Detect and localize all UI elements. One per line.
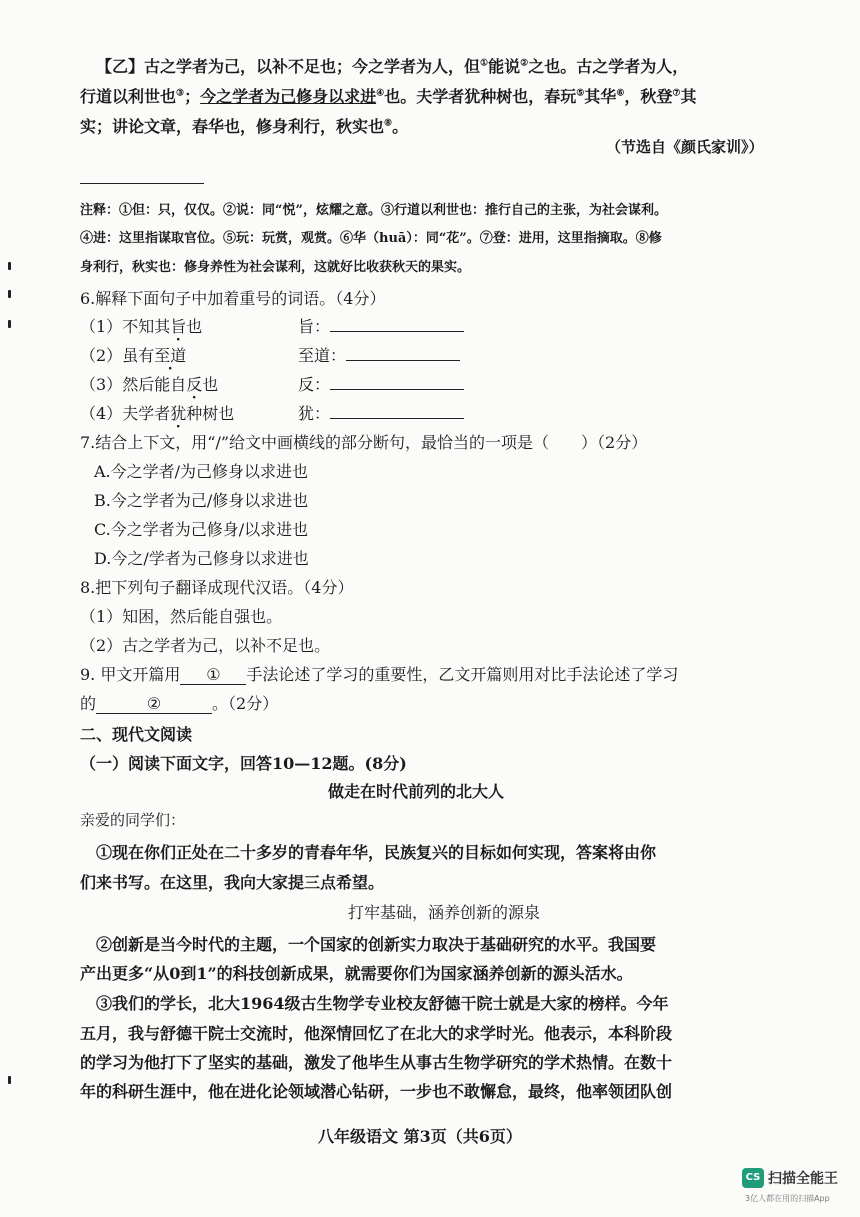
q7-option-c[interactable]: C.今之学者为己修身/以求进也 xyxy=(94,520,309,539)
underlined-sentence: 今之学者为己修身以求进 xyxy=(200,87,377,106)
binding-hole xyxy=(8,320,11,328)
q6-item-4: （4）夫学者犹种树也 xyxy=(80,404,235,423)
page-footer: 八年级语文 第3页（共6页） xyxy=(318,1127,522,1146)
q6-item-1: （1）不知其旨也 xyxy=(80,317,203,336)
q8-item-2: （2）古之学者为己，以补不足也。 xyxy=(80,636,331,655)
q9-blank-1[interactable]: ① xyxy=(180,665,246,685)
q6-answer-1[interactable]: 旨： xyxy=(298,314,464,337)
binding-hole xyxy=(8,262,11,270)
paragraph-line: 的学习为他打下了坚实的基础，激发了他毕生从事古生物学研究的学术热情。在数十 xyxy=(80,1053,673,1072)
q6-answer-3[interactable]: 反： xyxy=(298,372,464,395)
note-line: ④进：这里指谋取官位。⑤玩：玩赏，观赏。⑥华（huā）：同“花”。⑦登：进用，这里指摘取。⑧修 xyxy=(80,231,662,246)
paragraph-line: 们来书写。在这里，我向大家提三点希望。 xyxy=(80,873,385,892)
sub-heading: 打牢基础，涵养创新的源泉 xyxy=(348,903,541,922)
section-subheading: （一）阅读下面文字，回答10—12题。(8分) xyxy=(80,754,407,773)
paragraph-line: ①现在你们正处在二十多岁的青春年华，民族复兴的目标如何实现，答案将由你 xyxy=(96,843,657,862)
binding-hole xyxy=(8,290,11,298)
article-title: 做走在时代前列的北大人 xyxy=(328,782,505,801)
emphasized-word: 犹 xyxy=(170,404,187,423)
paragraph-line: ②创新是当今时代的主题，一个国家的创新实力取决于基础研究的水平。我国要 xyxy=(96,935,657,954)
q9-blank-2[interactable]: ② xyxy=(96,694,212,714)
paragraph-line: 产出更多“从0到1”的科技创新成果，就需要你们为国家涵养创新的源头活水。 xyxy=(80,964,633,983)
q6-item-2: （2）虽有至道 xyxy=(80,346,187,365)
q7-option-b[interactable]: B.今之学者为己/修身以求进也 xyxy=(94,491,309,510)
q6-item-3: （3）然后能自反也 xyxy=(80,375,219,394)
q8-item-1: （1）知困，然后能自强也。 xyxy=(80,607,283,626)
note-line: 身利行，秋实也：修身养性为社会谋利，这就好比收获秋天的果实。 xyxy=(80,260,471,275)
note-line: 注释：①但：只，仅仅。②说：同“悦”，炫耀之意。③行道以利世也：推行自己的主张，为社会谋利。 xyxy=(80,203,667,218)
q6-answer-2[interactable]: 至道： xyxy=(298,343,460,366)
q6-answer-4[interactable]: 犹： xyxy=(298,401,464,424)
section-heading: 二、现代文阅读 xyxy=(80,725,193,744)
q6-title: 6.解释下面句子中加着重号的词语。（4分） xyxy=(80,289,386,308)
scanner-logo-icon: CS xyxy=(742,1168,764,1188)
emphasized-word: 至道 xyxy=(154,346,187,365)
emphasized-word: 反 xyxy=(186,375,203,394)
paragraph-line: ③我们的学长，北大1964级古生物学专业校友舒德干院士就是大家的榜样。今年 xyxy=(96,994,669,1013)
paragraph-line: 年的科研生涯中，他在进化论领域潜心钻研，一步也不敢懈怠，最终，他率领团队创 xyxy=(80,1082,673,1101)
q7-option-d[interactable]: D.今之/学者为己修身以求进也 xyxy=(94,549,309,568)
q8-title: 8.把下列句子翻译成现代汉语。（4分） xyxy=(80,578,354,597)
passage-b-line-2: 行道以利世也③；今之学者为己修身以求进④也。夫学者犹种树也，春玩⑤其华⑥，秋登⑦其 xyxy=(80,87,697,106)
passage-b-line-1: 【乙】古之学者为己，以补不足也；今之学者为人，但①能说②之也。古之学者为人， xyxy=(96,57,689,76)
q7-option-a[interactable]: A.今之学者/为己修身以求进也 xyxy=(94,462,309,481)
q9-line-1: 9. 甲文开篇用 ① 手法论述了学习的重要性，乙文开篇则用对比手法论述了学习 xyxy=(80,665,679,684)
q9-line-2: 的 ② 。（2分） xyxy=(80,694,279,713)
notes-divider xyxy=(80,183,204,184)
paragraph-line: 五月，我与舒德干院士交流时，他深情回忆了在北大的求学时光。他表示，本科阶段 xyxy=(80,1024,673,1043)
q7-title: 7.结合上下文，用“/”给文中画横线的部分断句，最恰当的一项是（ ）（2分） xyxy=(80,433,648,452)
greeting: 亲爱的同学们： xyxy=(80,811,186,829)
source-citation: （节选自《颜氏家训》） xyxy=(606,138,764,156)
emphasized-word: 旨 xyxy=(170,317,187,336)
passage-b-line-3: 实；讲论文章，春华也，修身利行，秋实也⑧。 xyxy=(80,117,409,136)
scanner-app-name: 扫描全能王 xyxy=(768,1171,838,1187)
binding-hole xyxy=(8,1076,11,1084)
scanner-slogan: 3亿人都在用的扫描App xyxy=(745,1194,830,1203)
